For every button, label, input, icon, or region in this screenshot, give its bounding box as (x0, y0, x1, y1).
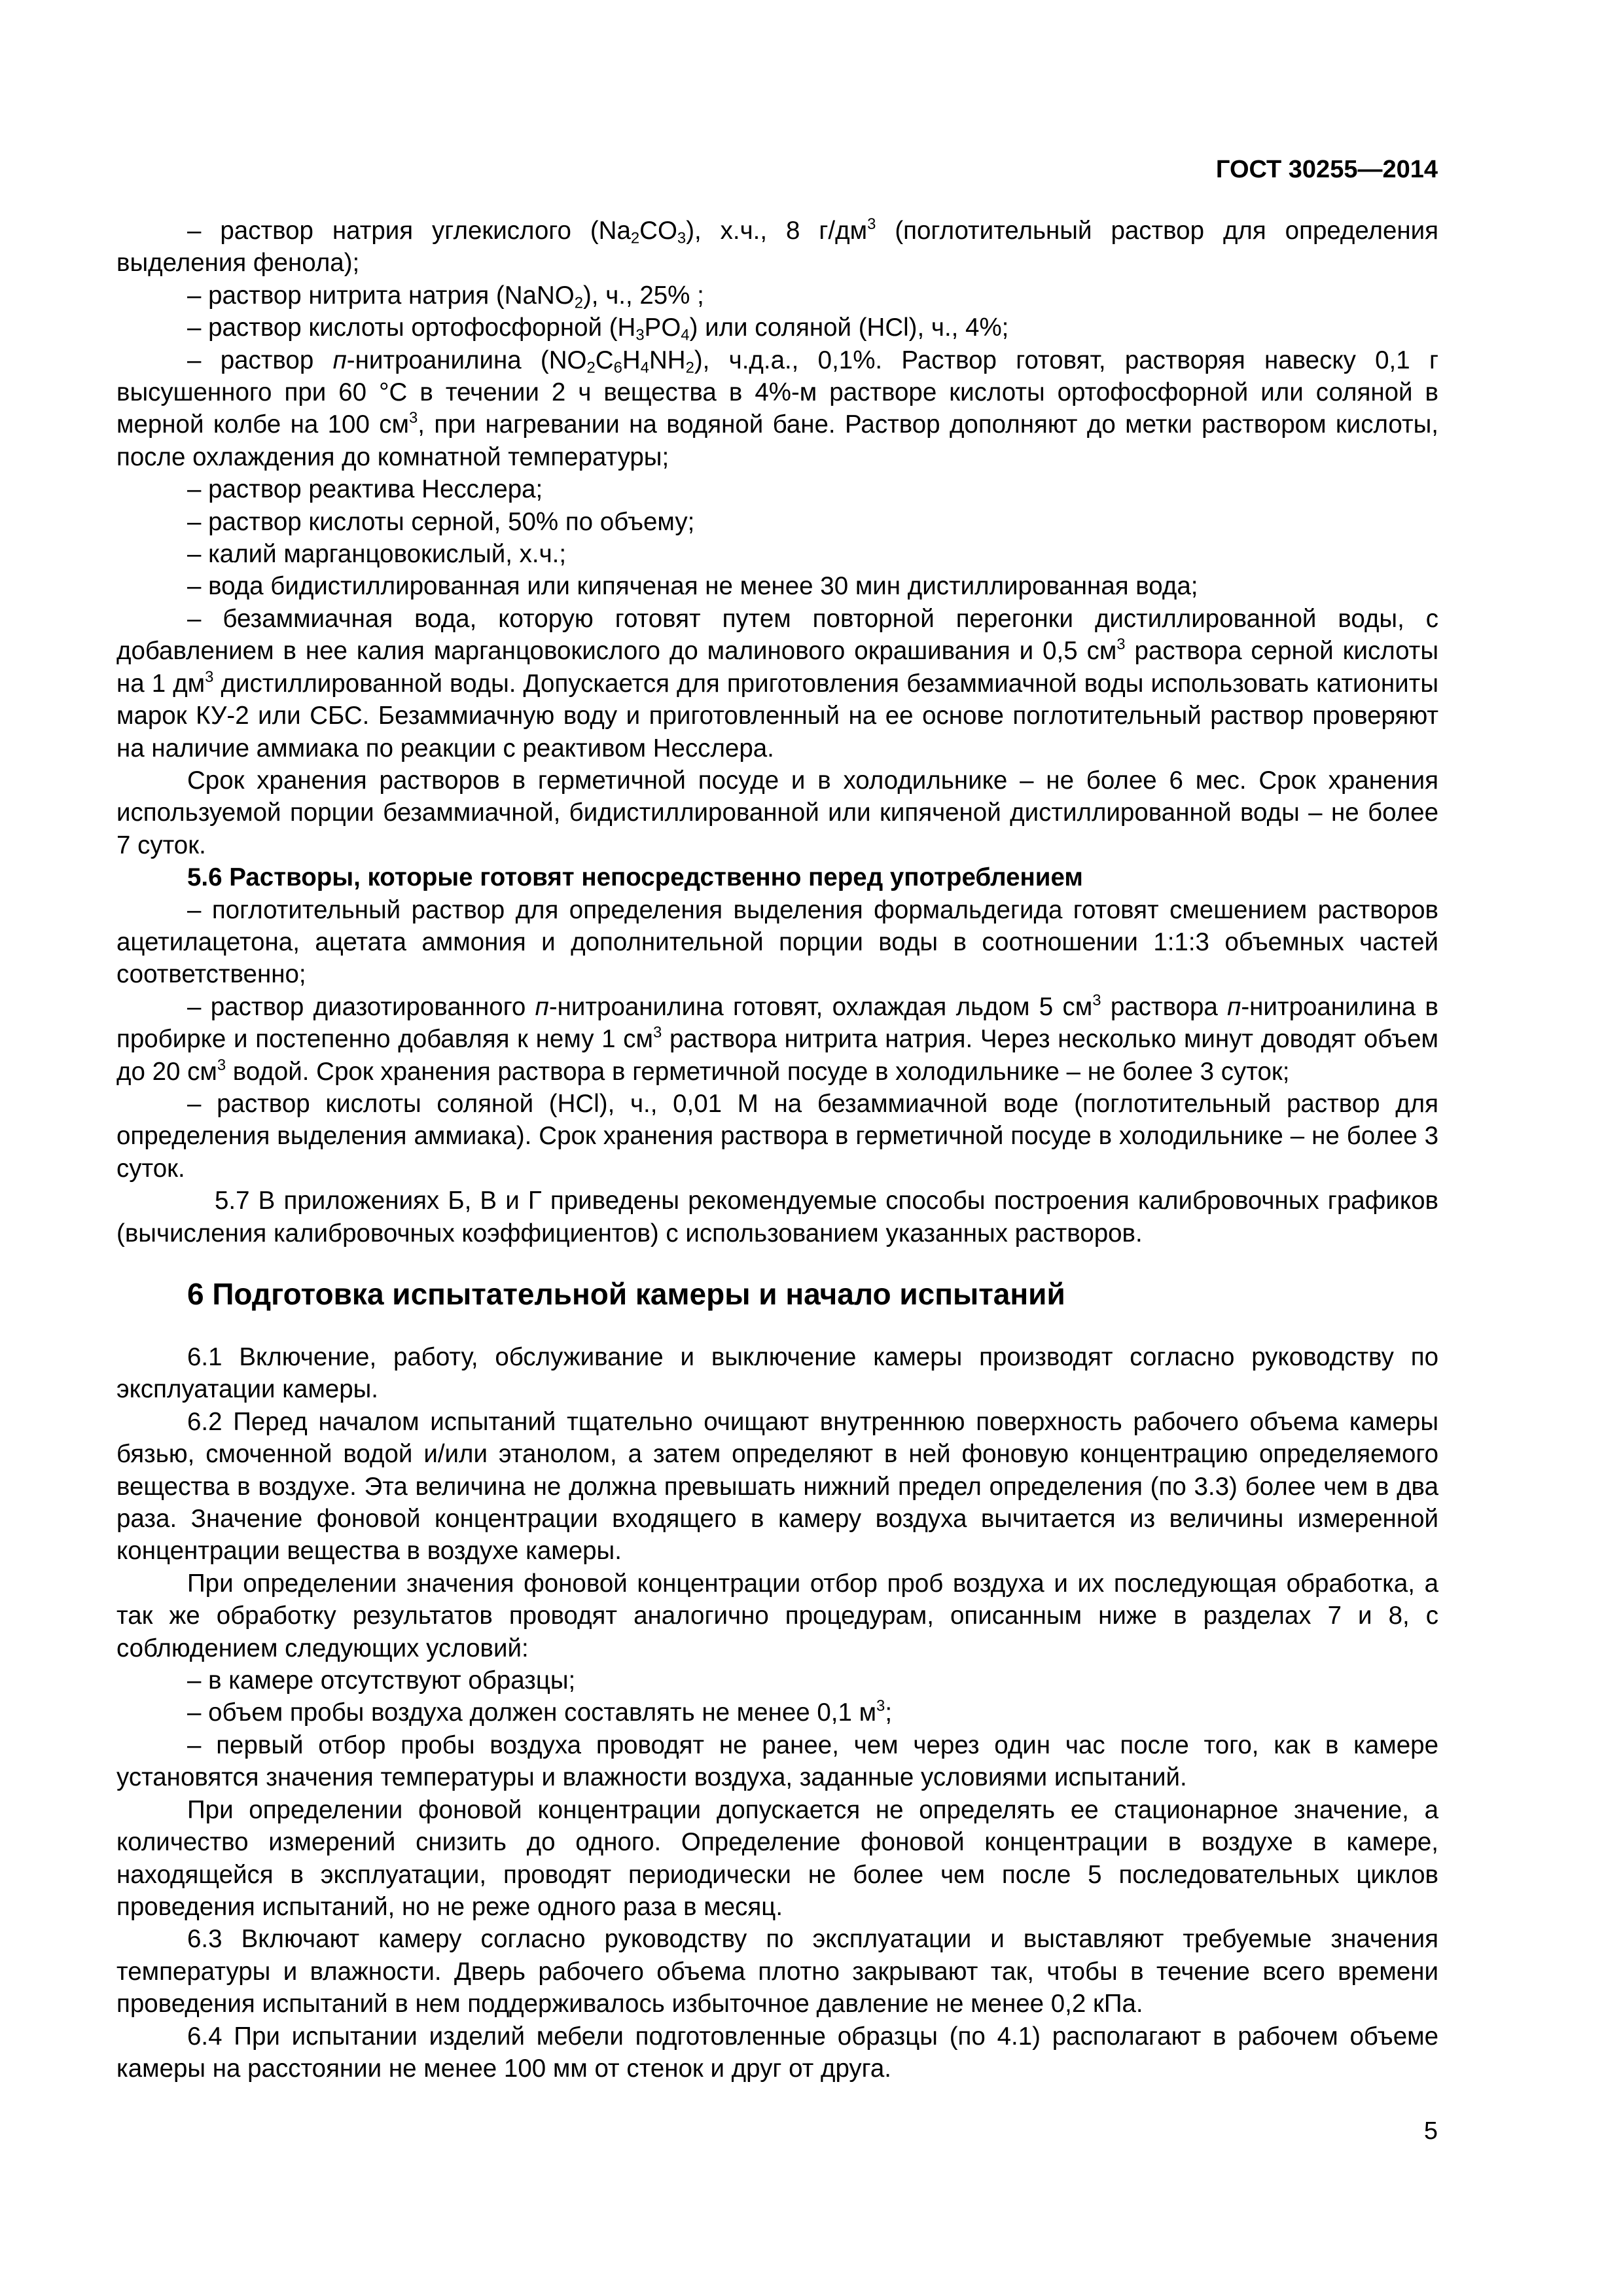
paragraph: – раствор кислоты соляной (HCl), ч., 0,01 М на безаммиачной воде (поглотительный раствор для определения выделения аммиака). Срок хранения раствора в герметичной посуде в холодильнике – не более 3 суток. (116, 1089, 1438, 1183)
paragraph: 6.3 Включают камеру согласно руководству по эксплуатации и выставляют требуемые значения температуры и влажности. Дверь рабочего объема плотно закрывают так, чтобы в течение всего времени проведения испытаний в нем поддерживалось избыточное давление не менее 0,2 кПа. (116, 1925, 1438, 2018)
paragraph: 6.4 При испытании изделий мебели подготовленные образцы (по 4.1) располагают в рабочем объеме камеры на расстоянии не менее 100 мм от стенок и друг от друга. (116, 2022, 1438, 2083)
document-code: ГОСТ 30255—2014 (1215, 156, 1438, 183)
paragraph: При определении значения фоновой концентрации отбор проб воздуха и их последующая обработка, а так же обработку результатов проводят аналогично процедурам, описанным ниже в разделах 7 и 8, с соблюдением следующих условий: (116, 1569, 1438, 1662)
paragraph: Срок хранения растворов в герметичной посуде и в холодильнике – не более 6 мес. Срок хранения используемой порции безаммиачной, бидистиллированной или кипяченой дистиллированной воды – не более 7 суток. (116, 766, 1438, 859)
paragraph: – калий марганцовокислый, х.ч.; (187, 540, 567, 569)
paragraph: – вода бидистиллированная или кипяченая не менее 30 мин дистиллированная вода; (187, 572, 1198, 601)
paragraph: – раствор натрия углекислого $(Na_2CO_3)$, х.ч., 8 $г/дм^3$ (поглотительный раствор для определения выделения фенола); (116, 215, 1439, 278)
paragraph: 5.7 В приложениях Б, В и Г приведены рекомендуемые способы построения калибровочных графиков (вычисления калибровочных коэффициентов) с использованием указанных растворов. (116, 1187, 1438, 1247)
paragraph: – раствор реактива Несслера; (187, 475, 543, 504)
paragraph: – поглотительный раствор для определения выделения формальдегида готовят смешением растворов ацетилацетона, ацетата аммония и дополнительной порции воды в соотношении 1:1:3 объемных частей соответственно; (116, 895, 1438, 989)
paragraph: При определении фоновой концентрации допускается не определять ее стационарное значение, а количество измерений снизить до одного. Определение фоновой концентрации в воздухе в камере, находящейся в эксплуатации, проводят периодически не более чем после 5 последовательных циклов проведения испытаний, но не реже одного раза в месяц. (116, 1795, 1438, 1921)
paragraph: – безаммиачная вода, которую готовят путем повторной перегонки дистиллированной воды, с добавлением в нее калия марганцовокислого до малинового окрашивания и 0,5 $см^3$ раствора серной кислоты на 1 $дм^3$ дистиллированной воды. Допускается для приготовления безаммиачной воды использовать катиониты марок КУ-2 или СБС. Безаммиачную воду и приготовленный на ее основе поглотительный раствор проверяют на наличие аммиака по реакции с реактивом Несслера. (116, 604, 1438, 762)
paragraph: 6.2 Перед началом испытаний тщательно очищают внутреннюю поверхность рабочего объема камеры бязью, смоченной водой и/или этанолом, а затем определяют в ней фоновую концентрацию определяемого вещества в воздухе. Эта величина не должна превышать нижний предел определения (по 3.3) более чем в два раза. Значение фоновой концентрации входящего в камеру воздуха вычитается из величины измеренной концентрации вещества в воздухе камеры. (116, 1407, 1438, 1566)
document-body (116, 215, 1438, 2085)
section-heading: 6 Подготовка испытательной камеры и начало испытаний (187, 1277, 1065, 1311)
paragraph: – объем пробы воздуха должен составлять не менее 0,1 $м^3$; (187, 1697, 893, 1727)
paragraph: – первый отбор пробы воздуха проводят не ранее, чем через один час после того, как в камере установятся значения температуры и влажности воздуха, заданные условиями испытаний. (116, 1731, 1438, 1792)
paragraph: – раствор п-нитроанилина $(NO_2C_6H_4NH_2)$, ч.д.а., 0,1%. Раствор готовят, растворяя навеску 0,1 г высушенного при 60 °C в течении 2 ч вещества в 4%-м растворе кислоты ортофосфорной или соляной в мерной колбе на 100 $см^3$, при нагревании на водяной бане. Раствор дополняют до метки раствором кислоты, после охлаждения до комнатной температуры; (116, 346, 1438, 471)
paragraph: – раствор диазотированного п-нитроанилина готовят, охлаждая льдом 5 $см^3$ раствора п-нитроанилина в пробирке и постепенно добавляя к нему 1 $см^3$ раствора нитрита натрия. Через несколько минут доводят объем до 20 $см^3$ водой. Срок хранения раствора в герметичной посуде в холодильнике – не более 3 суток; (116, 991, 1438, 1086)
paragraph: – раствор кислоты ортофосфорной $(H_3PO_4)$ или соляной (HCl), ч., 4%; (187, 314, 1009, 344)
paragraph: 6.1 Включение, работу, обслуживание и выключение камеры производят согласно руководству по эксплуатации камеры. (116, 1343, 1438, 1404)
paragraph: – в камере отсутствуют образцы; (187, 1666, 576, 1695)
subsection-heading: 5.6 Растворы, которые готовят непосредственно перед употреблением (187, 863, 1083, 892)
page-number: 5 (1423, 2117, 1438, 2145)
paragraph: – раствор нитрита натрия (NaNO$_2$), ч., 25% ; (187, 281, 704, 312)
paragraph: – раствор кислоты серной, 50% по объему; (187, 507, 695, 536)
